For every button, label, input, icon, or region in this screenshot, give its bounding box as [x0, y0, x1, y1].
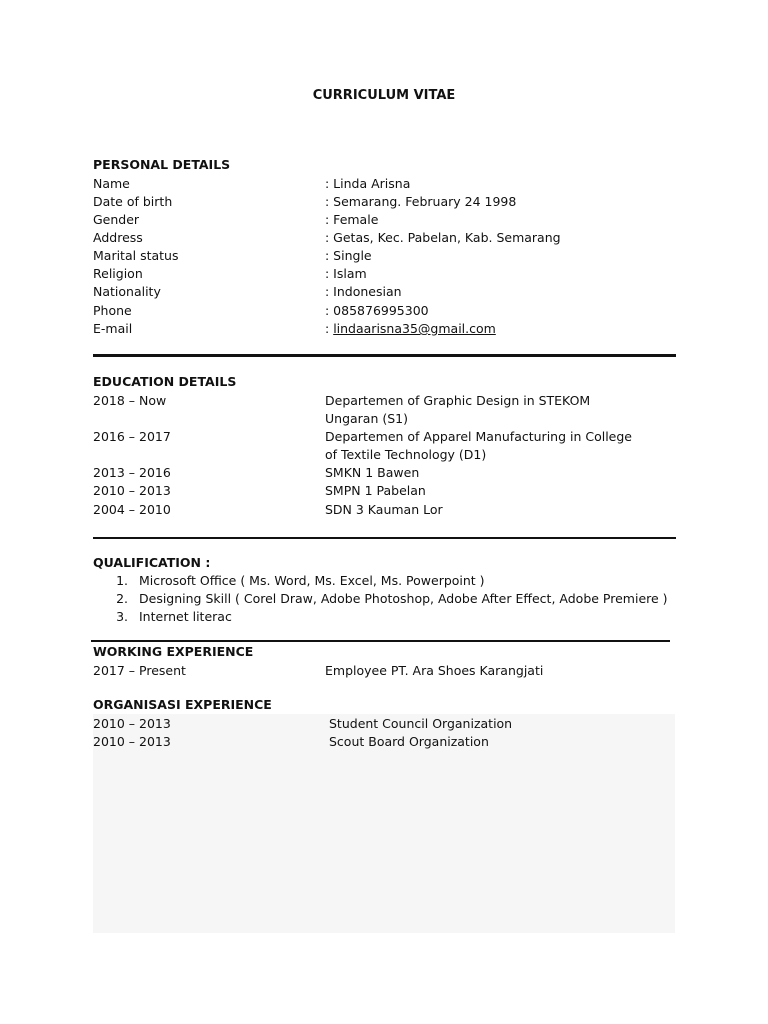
education-period: 2013 – 2016 [93, 465, 171, 480]
qualification-text: Designing Skill ( Corel Draw, Adobe Photoshop, Adobe After Effect, Adobe Premiere ) [139, 591, 668, 606]
section-divider [91, 640, 670, 642]
personal-label: Phone [93, 303, 132, 318]
personal-value: : Single [325, 248, 372, 263]
qualification-text: Microsoft Office ( Ms. Word, Ms. Excel, Ms. Powerpoint ) [139, 573, 485, 588]
section-divider [93, 537, 676, 539]
personal-value: : Getas, Kec. Pabelan, Kab. Semarang [325, 230, 561, 245]
education-heading: EDUCATION DETAILS [93, 374, 237, 389]
section-divider [93, 354, 676, 357]
personal-details-heading: PERSONAL DETAILS [93, 157, 231, 172]
organisasi-name: Scout Board Organization [329, 734, 489, 749]
personal-label: E-mail [93, 321, 133, 336]
organisasi-period: 2010 – 2013 [93, 734, 171, 749]
working-position: Employee PT. Ara Shoes Karangjati [325, 663, 544, 678]
document-title: CURRICULUM VITAE [312, 88, 456, 103]
working-experience-heading: WORKING EXPERIENCE [93, 644, 254, 659]
education-institution: SMPN 1 Pabelan [325, 483, 426, 498]
personal-value: : Indonesian [325, 284, 402, 299]
education-institution: Departemen of Apparel Manufacturing in College [325, 429, 633, 444]
education-period: 2010 – 2013 [93, 483, 171, 498]
personal-label: Religion [93, 266, 143, 281]
email-colon: : [325, 321, 334, 336]
personal-value: : 085876995300 [325, 303, 429, 318]
organisasi-period: 2010 – 2013 [93, 716, 171, 731]
personal-label: Date of birth [93, 194, 173, 209]
organisasi-name: Student Council Organization [329, 716, 513, 731]
qualification-number: 3. [116, 609, 128, 624]
qualification-number: 2. [116, 591, 128, 606]
education-period: 2004 – 2010 [93, 502, 171, 517]
education-period: 2016 – 2017 [93, 429, 171, 444]
education-institution-cont: of Textile Technology (D1) [325, 447, 487, 462]
personal-label: Nationality [93, 284, 161, 299]
organisasi-experience-heading: ORGANISASI EXPERIENCE [93, 697, 272, 712]
personal-label: Name [93, 176, 130, 191]
personal-label: Gender [93, 212, 140, 227]
education-institution: Departemen of Graphic Design in STEKOM [325, 393, 591, 408]
personal-value: : Islam [325, 266, 367, 281]
personal-value: : Female [325, 212, 379, 227]
personal-label: Marital status [93, 248, 179, 263]
qualification-text: Internet literac [139, 609, 232, 624]
personal-label: Address [93, 230, 143, 245]
education-institution: SDN 3 Kauman Lor [325, 502, 443, 517]
qualification-number: 1. [116, 573, 128, 588]
education-institution: SMKN 1 Bawen [325, 465, 420, 480]
education-period: 2018 – Now [93, 393, 167, 408]
qualification-heading: QUALIFICATION : [93, 555, 211, 570]
email-link[interactable]: lindaarisna35@gmail.com [333, 321, 496, 336]
personal-value [325, 320, 496, 338]
working-period: 2017 – Present [93, 663, 186, 678]
personal-value: : Linda Arisna [325, 176, 411, 191]
personal-value: : Semarang. February 24 1998 [325, 194, 517, 209]
education-institution-cont: Ungaran (S1) [325, 411, 409, 426]
